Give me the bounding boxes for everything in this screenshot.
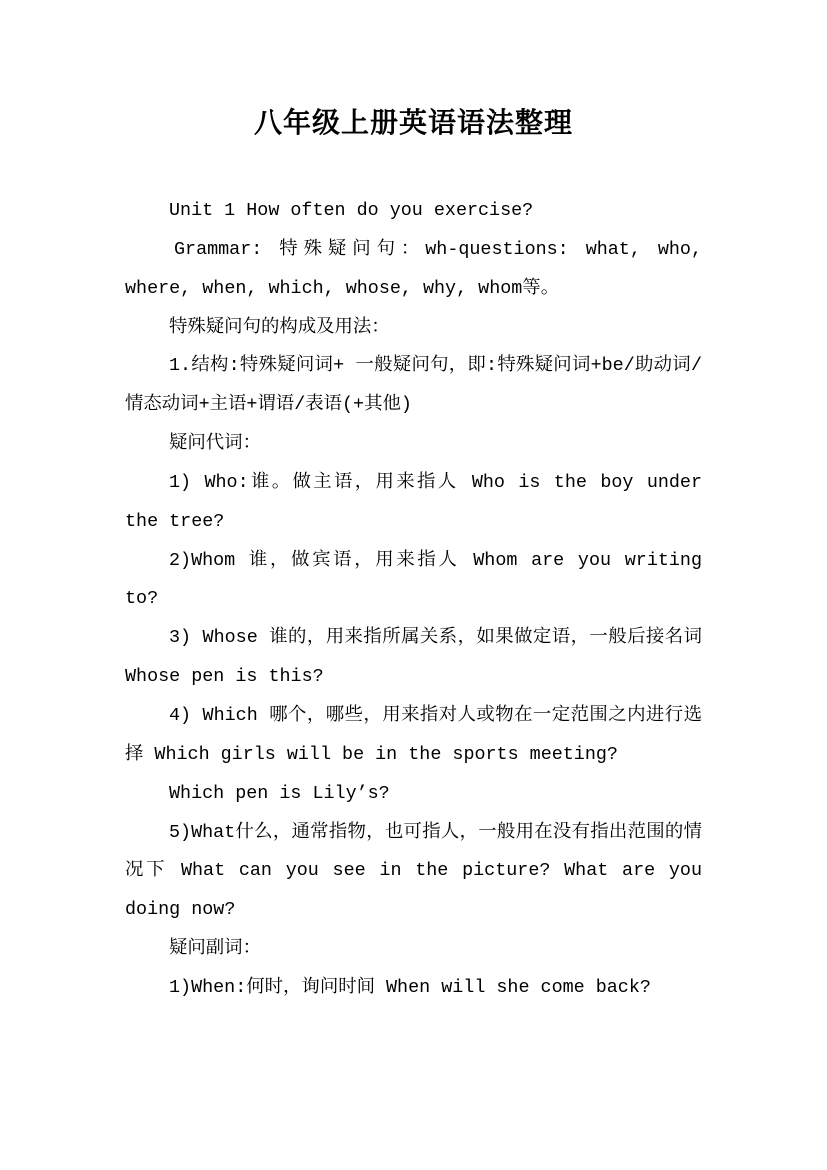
paragraph-unit-heading: Unit 1 How often do you exercise? <box>169 200 534 221</box>
paragraph-what: 5)What什么，通常指物，也可指人，一般用在没有指出范围的情况下 What can you see in the picture? What are you doing now? <box>125 821 702 921</box>
paragraph-which-example: Which pen is Lily’s? <box>169 782 390 804</box>
paragraph-whom: 2)Whom 谁，做宾语，用来指人 Whom are you writing to? <box>125 549 702 610</box>
paragraph-when: 1)When:何时，询问时间 When will she come back? <box>169 976 651 998</box>
paragraph-pronoun-heading: 疑问代词： <box>169 433 261 455</box>
document-body <box>125 192 702 1008</box>
paragraph-structure-heading: 特殊疑问句的构成及用法： <box>169 316 390 338</box>
paragraph-which: 4) Which 哪个，哪些，用来指对人或物在一定范围之内进行选择 Which girls will be in the sports meeting? <box>125 704 702 765</box>
paragraph-grammar: Grammar: 特殊疑问句：wh-questions: what, who, where, when, which, whose, why, whom等。 <box>125 238 702 299</box>
paragraph-whose: 3) Whose 谁的，用来指所属关系，如果做定语，一般后接名词 Whose pen is this? <box>125 627 702 688</box>
paragraph-structure: 1.结构:特殊疑问词+ 一般疑问句，即:特殊疑问词+be/助动词/情态动词+主语+谓语/表语(+其他) <box>125 355 702 416</box>
paragraph-who: 1) Who:谁。做主语，用来指人 Who is the boy under the tree? <box>125 471 702 532</box>
page-title: 八年级上册英语语法整理 <box>253 106 573 139</box>
paragraph-adverb-heading: 疑问副词： <box>169 938 261 960</box>
